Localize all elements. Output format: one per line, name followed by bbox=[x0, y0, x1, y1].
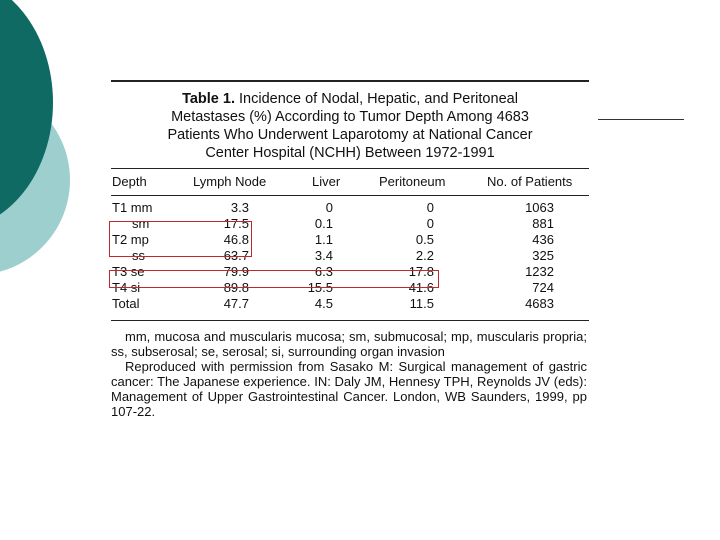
highlight-box-sm-mp bbox=[109, 221, 252, 257]
cell-patients: 1063 bbox=[525, 200, 554, 215]
cell-patients: 881 bbox=[532, 216, 554, 231]
cell-patients: 724 bbox=[532, 280, 554, 295]
footnote-source: Reproduced with permission from Sasako M: Surgical management of gastric cancer: The Japanese experience. IN: Daly JM, Hennesy TPH, Reynolds JV (eds): Management of Upper Gastrointestinal Cancer. London, WB Saunders, 1999, pp 107-22. bbox=[111, 359, 587, 419]
cell-lymph: 63.7 bbox=[223, 248, 249, 263]
table-body bbox=[111, 196, 589, 320]
cell-liver: 0 bbox=[325, 200, 333, 215]
decorative-line bbox=[598, 119, 684, 120]
cell-lymph: 79.9 bbox=[223, 264, 249, 279]
cell-peritoneum: 0 bbox=[426, 216, 434, 231]
caption-line-2: Metastases (%) According to Tumor Depth Among 4683 bbox=[171, 109, 529, 125]
footnote-abbreviations: mm, mucosa and muscularis mucosa; sm, submucosal; mp, muscularis propria; ss, subserosal; se, serosal; si, surrounding organ invasion bbox=[111, 329, 587, 359]
cell-liver: 1.1 bbox=[314, 232, 333, 247]
cell-depth: T4 si bbox=[112, 280, 141, 295]
cell-liver: 6.3 bbox=[314, 264, 333, 279]
cell-peritoneum: 17.8 bbox=[408, 264, 434, 279]
header-depth: Depth bbox=[112, 174, 147, 189]
cell-lymph: 46.8 bbox=[223, 232, 249, 247]
cell-depth: Total bbox=[112, 296, 140, 311]
cell-liver: 4.5 bbox=[314, 296, 333, 311]
table-header bbox=[111, 169, 589, 195]
cell-patients: 436 bbox=[532, 232, 554, 247]
cell-peritoneum: 2.2 bbox=[415, 248, 434, 263]
cell-patients: 1232 bbox=[525, 264, 554, 279]
cell-peritoneum: 11.5 bbox=[409, 296, 434, 311]
table-figure bbox=[111, 80, 589, 419]
cell-depth: T3 se bbox=[112, 264, 145, 279]
cell-depth: T1 mm bbox=[112, 200, 153, 215]
highlight-box-t3-se bbox=[109, 270, 439, 288]
cell-patients: 4683 bbox=[525, 296, 554, 311]
caption-line-4: Center Hospital (NCHH) Between 1972-1991 bbox=[205, 145, 495, 161]
cell-lymph: 47.7 bbox=[223, 296, 249, 311]
cell-depth: sm bbox=[132, 216, 150, 231]
caption-line-3: Patients Who Underwent Laparotomy at National Cancer bbox=[167, 127, 533, 143]
cell-lymph: 3.3 bbox=[230, 200, 249, 215]
header-patients: No. of Patients bbox=[487, 174, 573, 189]
cell-peritoneum: 41.6 bbox=[408, 280, 434, 295]
cell-depth: ss bbox=[132, 248, 145, 263]
header-lymph-node: Lymph Node bbox=[193, 174, 267, 189]
cell-lymph: 89.8 bbox=[223, 280, 249, 295]
table-row bbox=[111, 200, 589, 216]
cell-depth: T2 mp bbox=[112, 232, 149, 247]
table-caption bbox=[111, 82, 589, 168]
table-footnote bbox=[111, 321, 587, 419]
cell-liver: 15.5 bbox=[307, 280, 333, 295]
header-liver: Liver bbox=[312, 174, 341, 189]
cell-lymph: 17.5 bbox=[223, 216, 249, 231]
table-row bbox=[111, 296, 589, 312]
cell-patients: 325 bbox=[532, 248, 554, 263]
cell-peritoneum: 0 bbox=[426, 200, 434, 215]
cell-peritoneum: 0.5 bbox=[415, 232, 434, 247]
header-peritoneum: Peritoneum bbox=[379, 174, 446, 189]
cell-liver: 3.4 bbox=[314, 248, 333, 263]
cell-liver: 0.1 bbox=[314, 216, 333, 231]
caption-line-1 bbox=[111, 90, 589, 108]
caption-text-1: Incidence of Nodal, Hepatic, and Peritoneal bbox=[239, 91, 518, 107]
caption-number: Table 1. bbox=[182, 91, 235, 107]
